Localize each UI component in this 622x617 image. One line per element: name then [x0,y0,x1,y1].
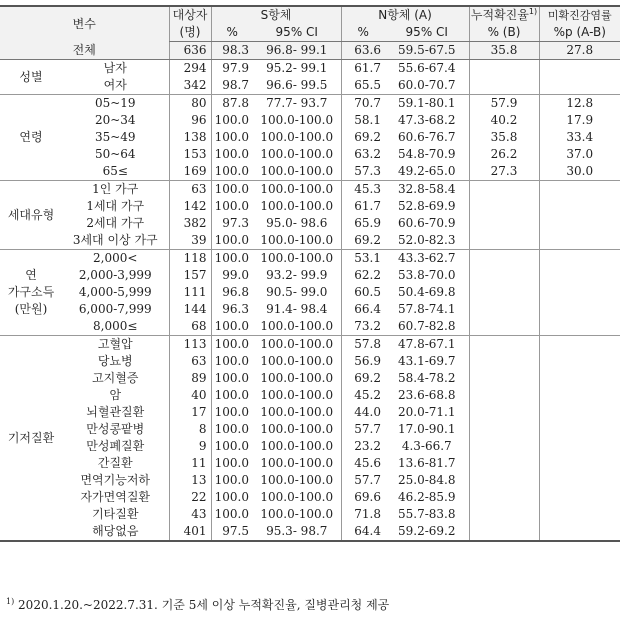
row-n-ci: 52.0-82.3 [385,232,469,250]
row-cumulative [469,506,539,523]
row-n-pct: 45.2 [341,387,385,404]
row-n-ci: 32.8-58.4 [398,182,456,196]
header-variable: 변수 [0,6,169,42]
total-n-pct: 63.6 [341,42,385,60]
row-n-pct: 64.4 [341,523,385,541]
row-unconfirmed [539,387,620,404]
row-n: 63 [169,181,211,199]
row-label: 만성콩팥병 [86,422,145,436]
header-s-antibody: S항체 [211,6,341,24]
row-s-pct: 100.0 [211,421,253,438]
row-cumulative [469,181,539,199]
row-cumulative [469,421,539,438]
row-n-ci: 60.6-70.9 [398,216,456,230]
row-n-ci: 59.1-80.1 [398,96,456,110]
group-label: 기저질환 [0,336,62,542]
row-label: 1인 가구 [92,182,139,196]
row-n: 382 [169,215,211,232]
row-n-ci: 20.0-71.1 [398,405,456,419]
row-s-ci: 100.0-100.0 [260,182,334,196]
table-row [0,250,620,268]
table-row [0,472,620,489]
row-cumulative [469,267,539,284]
row-n-pct: 57.7 [341,421,385,438]
table-row [0,523,620,541]
row-s-ci: 100.0-100.0 [260,405,334,419]
row-s-ci: 93.2- 99.9 [266,268,328,282]
row-n: 39 [169,232,211,250]
table-row [0,267,620,284]
row-n-ci: 60.6-76.7 [398,130,456,144]
row-label: 65≤ [62,163,169,181]
row-s-ci: 100.0-100.0 [260,113,334,127]
row-n-ci: 55.6-67.4 [398,61,456,75]
row-label: 35~49 [94,130,136,144]
row-unconfirmed [539,250,620,268]
row-s-pct: 99.0 [211,267,253,284]
row-unconfirmed [539,489,620,506]
row-n-pct: 66.4 [341,301,385,318]
row-n: 17 [169,404,211,421]
row-n: 401 [169,523,211,541]
row-s-pct: 100.0 [211,404,253,421]
row-n: 63 [169,353,211,370]
header-cumulative-unit: % (B) [469,24,539,42]
table-row [0,215,620,232]
row-n: 144 [169,301,211,318]
row-n-pct: 44.0 [341,404,385,421]
table-row [0,112,620,129]
table-row [0,387,620,404]
row-s-pct: 100.0 [211,370,253,387]
row-cumulative [469,438,539,455]
row-n-ci: 60.7-82.8 [385,318,469,336]
row-n-pct: 61.7 [341,60,385,78]
row-label: 고지혈증 [92,371,139,385]
row-s-pct: 100.0 [211,489,253,506]
row-cumulative: 57.9 [469,95,539,113]
row-unconfirmed [539,336,620,354]
table-row [0,181,620,199]
row-n-ci: 23.6-68.8 [398,388,456,402]
row-s-pct: 100.0 [211,232,253,250]
row-unconfirmed [539,472,620,489]
row-s-ci: 100.0-100.0 [260,199,334,213]
row-s-ci: 100.0-100.0 [253,318,341,336]
table-row [0,301,620,318]
row-unconfirmed [539,370,620,387]
row-label: 해당없음 [62,523,169,541]
row-n-pct: 62.2 [341,267,385,284]
table-row [0,438,620,455]
row-s-pct: 96.3 [211,301,253,318]
row-n: 113 [169,336,211,354]
header-subjects-unit: (명) [169,24,211,42]
row-s-pct: 100.0 [211,387,253,404]
row-label: 면역기능저하 [80,473,151,487]
row-cumulative [469,198,539,215]
row-n: 22 [169,489,211,506]
row-n-ci: 50.4-69.8 [398,285,456,299]
row-s-pct: 100.0 [211,250,253,268]
row-unconfirmed [539,404,620,421]
total-unconfirmed: 27.8 [539,42,620,60]
row-label: 8,000≤ [62,318,169,336]
row-s-ci: 100.0-100.0 [260,473,334,487]
row-label: 남자 [103,61,127,75]
row-s-ci: 100.0-100.0 [260,422,334,436]
row-label: 20~34 [94,113,136,127]
row-s-ci: 90.5- 99.0 [266,285,328,299]
row-unconfirmed: 12.8 [539,95,620,113]
row-n-ci: 59.2-69.2 [385,523,469,541]
row-s-ci: 100.0-100.0 [260,490,334,504]
row-cumulative: 35.8 [469,129,539,146]
row-label: 자가면역질환 [80,490,151,504]
row-n-ci: 55.7-83.8 [398,507,456,521]
row-s-ci: 100.0-100.0 [260,507,334,521]
row-cumulative [469,404,539,421]
row-n-ci: 25.0-84.8 [398,473,456,487]
row-label: 6,000-7,999 [78,302,152,316]
results-table [0,5,620,542]
row-n: 157 [169,267,211,284]
row-n-ci: 57.8-74.1 [398,302,456,316]
row-unconfirmed [539,353,620,370]
row-n: 153 [169,146,211,163]
row-n-pct: 71.8 [341,506,385,523]
row-label: 2,000-3,999 [78,268,152,282]
row-n: 9 [169,438,211,455]
header-subjects: 대상자 [169,6,211,24]
row-n-ci: 52.8-69.9 [398,199,456,213]
row-n-pct: 63.2 [341,146,385,163]
row-n: 342 [169,77,211,95]
footnote [6,596,389,613]
row-n-pct: 69.2 [341,232,385,250]
row-cumulative [469,215,539,232]
table-row [0,489,620,506]
total-label: 전체 [0,42,169,60]
row-n-pct: 69.6 [341,489,385,506]
row-n: 13 [169,472,211,489]
row-cumulative [469,387,539,404]
group-label: 연령 [0,95,62,181]
row-unconfirmed [539,60,620,78]
row-n-pct: 65.9 [341,215,385,232]
row-n-ci: 47.8-67.1 [398,337,456,351]
row-s-ci: 100.0-100.0 [260,337,334,351]
table-row [0,318,620,336]
row-n-pct: 53.1 [341,250,385,268]
total-s-pct: 98.3 [211,42,253,60]
row-s-pct: 100.0 [211,318,253,336]
row-s-ci: 100.0-100.0 [260,371,334,385]
row-s-ci: 95.2- 99.1 [266,61,328,75]
row-cumulative: 40.2 [469,112,539,129]
row-n-ci: 54.8-70.9 [398,147,456,161]
row-n: 89 [169,370,211,387]
row-label: 2,000< [93,251,138,265]
row-s-ci: 100.0-100.0 [260,439,334,453]
row-unconfirmed [539,523,620,541]
row-n-ci: 13.6-81.7 [398,456,456,470]
row-n: 43 [169,506,211,523]
row-n-ci: 53.8-70.0 [398,268,456,282]
row-n: 142 [169,198,211,215]
row-cumulative [469,455,539,472]
group-label: 성별 [0,60,62,95]
table-row [0,198,620,215]
header-n-ci: 95% CI [385,24,469,42]
row-n: 118 [169,250,211,268]
row-cumulative [469,232,539,250]
row-n-pct: 69.2 [341,370,385,387]
row-s-pct: 100.0 [211,146,253,163]
row-label: 4,000-5,999 [78,285,152,299]
row-n: 96 [169,112,211,129]
table-row [0,353,620,370]
row-s-pct: 100.0 [211,181,253,199]
row-unconfirmed [539,284,620,301]
row-unconfirmed: 30.0 [539,163,620,181]
table-row [0,232,620,250]
table-row [0,506,620,523]
row-n: 11 [169,455,211,472]
row-s-pct: 100.0 [211,163,253,181]
row-cumulative [469,472,539,489]
row-unconfirmed: 17.9 [539,112,620,129]
total-n: 636 [169,42,211,60]
row-label: 여자 [62,77,169,95]
row-s-pct: 100.0 [211,472,253,489]
row-n-ci: 47.3-68.2 [398,113,456,127]
row-unconfirmed: 37.0 [539,146,620,163]
row-s-ci: 100.0-100.0 [260,456,334,470]
row-n-pct: 57.7 [341,472,385,489]
row-s-ci: 100.0-100.0 [253,232,341,250]
row-cumulative [469,336,539,354]
row-n-pct: 73.2 [341,318,385,336]
row-label: 만성폐질환 [86,439,145,453]
row-s-ci: 100.0-100.0 [253,163,341,181]
row-n-pct: 60.5 [341,284,385,301]
row-cumulative [469,489,539,506]
header-unconfirmed-unit: %p (A-B) [539,24,620,42]
row-cumulative [469,523,539,541]
row-n: 8 [169,421,211,438]
row-n-pct: 61.7 [341,198,385,215]
row-unconfirmed [539,267,620,284]
row-n-ci: 49.2-65.0 [385,163,469,181]
row-n-ci: 43.3-62.7 [398,251,456,265]
row-s-pct: 100.0 [211,353,253,370]
row-cumulative [469,353,539,370]
row-label: 2세대 가구 [86,216,145,230]
row-cumulative [469,370,539,387]
table-row [0,421,620,438]
row-n-ci: 43.1-69.7 [398,354,456,368]
table-row [0,95,620,113]
table-row [0,370,620,387]
row-s-pct: 96.8 [211,284,253,301]
row-n-ci: 60.0-70.7 [385,77,469,95]
row-n-pct: 70.7 [341,95,385,113]
header-unconfirmed: 미확진감염률 [539,6,620,24]
footnote-text: 2020.1.20.~2022.7.31. 기준 5세 이상 누적확진율, 질병관리청 제공 [18,598,390,612]
table-row [0,404,620,421]
row-s-pct: 98.7 [211,77,253,95]
row-s-ci: 96.6- 99.5 [253,77,341,95]
row-s-ci: 77.7- 93.7 [266,96,328,110]
row-label: 암 [109,388,122,402]
row-label: 3세대 이상 가구 [62,232,169,250]
row-s-pct: 97.9 [211,60,253,78]
row-label: 뇌혈관질환 [86,405,145,419]
row-label: 1세대 가구 [86,199,145,213]
row-n-pct: 45.3 [341,181,385,199]
table-row [0,77,620,95]
row-unconfirmed [539,421,620,438]
row-s-pct: 87.8 [211,95,253,113]
row-n-ci: 17.0-90.1 [398,422,456,436]
row-unconfirmed [539,232,620,250]
row-n-pct: 65.5 [341,77,385,95]
row-n: 294 [169,60,211,78]
row-s-pct: 97.3 [211,215,253,232]
row-cumulative: 27.3 [469,163,539,181]
row-s-pct: 97.5 [211,523,253,541]
row-label: 당뇨병 [97,354,133,368]
row-cumulative: 26.2 [469,146,539,163]
row-label: 고혈압 [97,337,133,351]
row-n-pct: 57.8 [341,336,385,354]
total-cumulative: 35.8 [469,42,539,60]
table-row [0,284,620,301]
row-s-pct: 100.0 [211,198,253,215]
header-cumulative: 누적확진율$^{1)}$ [470,7,538,22]
row-s-pct: 100.0 [211,455,253,472]
header-n-pct: % [341,24,385,42]
table-row [0,146,620,163]
row-n-pct: 45.6 [341,455,385,472]
row-cumulative [469,60,539,78]
row-s-pct: 100.0 [211,112,253,129]
row-n: 68 [169,318,211,336]
row-label: 간질환 [97,456,133,470]
row-cumulative [469,318,539,336]
row-label: 50~64 [94,147,136,161]
row-unconfirmed [539,506,620,523]
row-n-ci: 4.3-66.7 [401,439,452,453]
row-s-pct: 100.0 [211,336,253,354]
row-cumulative [469,301,539,318]
row-n: 138 [169,129,211,146]
row-n-pct: 23.2 [341,438,385,455]
row-s-ci: 95.0- 98.6 [266,216,328,230]
row-n-pct: 57.3 [341,163,385,181]
row-n-ci: 46.2-85.9 [398,490,456,504]
row-n-pct: 56.9 [341,353,385,370]
row-s-ci: 91.4- 98.4 [266,302,328,316]
row-unconfirmed [539,181,620,199]
group-label: 연 가구소득 (만원) [0,250,62,336]
row-label: 기타질환 [92,507,139,521]
header-s-pct: % [211,24,253,42]
row-unconfirmed: 33.4 [539,129,620,146]
header-s-ci: 95% CI [253,24,341,42]
row-unconfirmed [539,318,620,336]
row-s-pct: 100.0 [211,438,253,455]
row-unconfirmed [539,215,620,232]
header-n-antibody: N항체 (A) [341,6,469,24]
row-unconfirmed [539,77,620,95]
row-s-ci: 100.0-100.0 [260,388,334,402]
row-s-ci: 100.0-100.0 [260,354,334,368]
row-s-ci: 95.3- 98.7 [253,523,341,541]
row-unconfirmed [539,438,620,455]
total-row [0,42,620,60]
table-row [0,336,620,354]
row-n: 169 [169,163,211,181]
group-label: 세대유형 [0,181,62,250]
row-cumulative [469,250,539,268]
table-row [0,129,620,146]
row-s-pct: 100.0 [211,129,253,146]
total-s-ci: 96.8- 99.1 [253,42,341,60]
total-n-ci: 59.5-67.5 [385,42,469,60]
row-unconfirmed [539,301,620,318]
row-unconfirmed [539,455,620,472]
row-n: 111 [169,284,211,301]
table-body [0,42,620,542]
row-cumulative [469,284,539,301]
row-unconfirmed [539,198,620,215]
row-s-pct: 100.0 [211,506,253,523]
table-row [0,455,620,472]
table-row [0,163,620,181]
row-n: 80 [169,95,211,113]
row-s-ci: 100.0-100.0 [260,147,334,161]
row-cumulative [469,77,539,95]
row-n-ci: 58.4-78.2 [398,371,456,385]
row-s-ci: 100.0-100.0 [260,130,334,144]
row-n-pct: 69.2 [341,129,385,146]
row-label: 05~19 [94,96,136,110]
row-n-pct: 58.1 [341,112,385,129]
row-s-ci: 100.0-100.0 [260,251,334,265]
footnote-mark: 1) [6,597,15,606]
row-n: 40 [169,387,211,404]
table-row [0,60,620,78]
